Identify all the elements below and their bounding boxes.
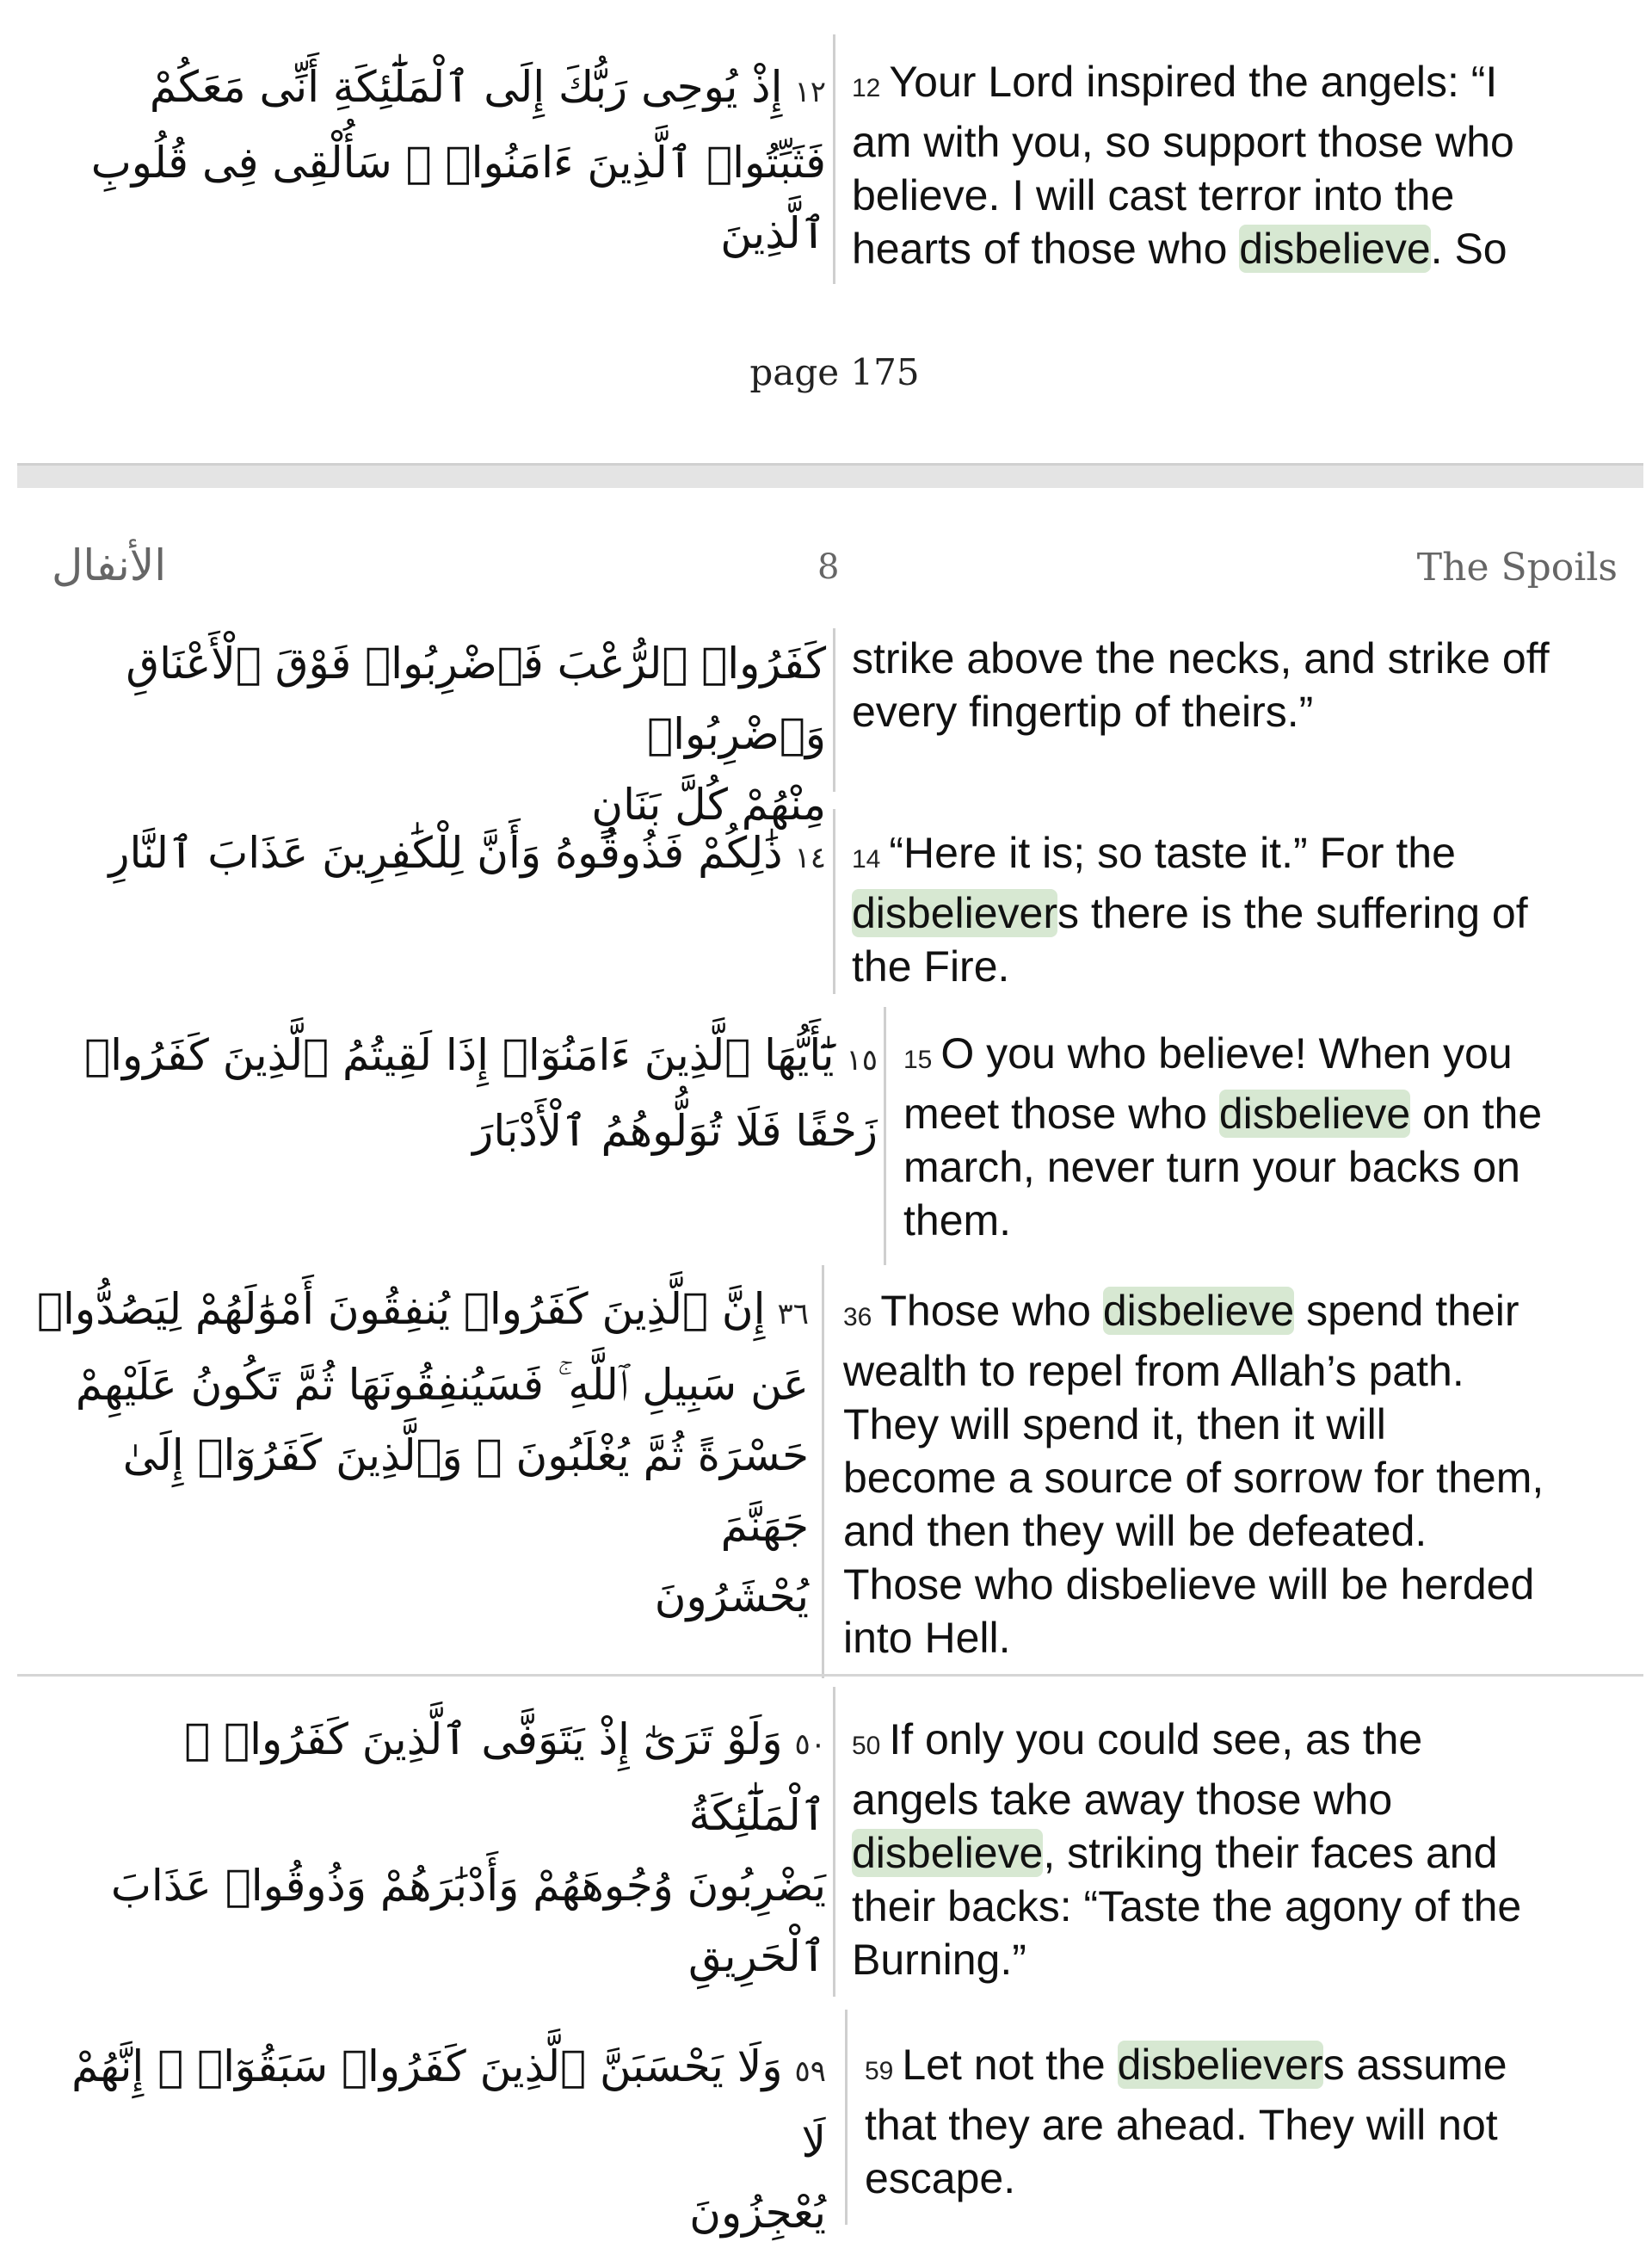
arabic-text: يَٰٓأَيُّهَا ٱلَّذِينَ ءَامَنُوٓا۟ إِذَا لَقِيتُمُ ٱلَّذِينَ كَفَرُوا۟ xyxy=(84,1030,835,1080)
english-line: strike above the necks, and strike off xyxy=(852,634,1550,682)
arabic-line xyxy=(34,1274,809,1349)
english-text: s assume xyxy=(1322,2041,1507,2089)
search-highlight: disbeliever xyxy=(1117,2041,1323,2089)
english-text: s there is the suffering of xyxy=(1057,889,1528,937)
english-text: O you who believe! When you xyxy=(940,1029,1513,1078)
arabic-line xyxy=(52,1020,878,1096)
search-highlight: disbelieve xyxy=(1102,1287,1295,1335)
verse-number: 15 xyxy=(903,1046,933,1074)
verse-59-arabic xyxy=(52,2031,826,2248)
english-line xyxy=(852,886,1528,940)
search-highlight: disbelieve xyxy=(1239,225,1431,273)
english-text: “Here it is; so taste it.” For the xyxy=(889,829,1456,877)
english-text: . So xyxy=(1430,225,1507,273)
column-divider xyxy=(833,628,835,792)
arabic-verse-number: ١٥ xyxy=(846,1043,878,1078)
column-divider xyxy=(845,2010,848,2225)
english-line: Burning.” xyxy=(852,1936,1026,1984)
header-english-title: The Spoils xyxy=(1416,546,1618,590)
search-highlight: disbelieve xyxy=(852,1829,1044,1877)
arabic-verse-number: ٥٩ xyxy=(794,2054,826,2089)
arabic-verse-number: ١٢ xyxy=(794,75,826,109)
english-line: and then they will be defeated. xyxy=(843,1507,1427,1555)
arabic-line: فَثَبِّتُوا۟ ٱلَّذِينَ ءَامَنُوا۟ ۚ سَأُلْقِى فِى قُلُوبِ ٱلَّذِينَ xyxy=(90,138,826,258)
arabic-line xyxy=(52,1704,826,1850)
english-text: Those who xyxy=(880,1287,1103,1335)
verse-14-arabic xyxy=(52,818,826,893)
search-highlight: disbeliever xyxy=(852,889,1058,937)
english-text: Your Lord inspired the angels: “I xyxy=(889,58,1498,106)
english-line xyxy=(903,1027,1542,1087)
english-line: every fingertip of theirs.” xyxy=(852,688,1314,736)
english-line: am with you, so support those who xyxy=(852,118,1514,166)
verse-12-english xyxy=(852,55,1514,275)
arabic-text: وَلَا يَحْسَبَنَّ ٱلَّذِينَ كَفَرُوا۟ سَبَقُوٓا۟ ۚ إِنَّهُمْ لَا xyxy=(71,2041,826,2167)
english-text: , striking their faces and xyxy=(1043,1829,1498,1877)
verse-36-english xyxy=(843,1284,1544,1664)
verse-36-arabic xyxy=(34,1274,809,1632)
english-line xyxy=(852,1826,1521,1880)
verse-14-english xyxy=(852,826,1528,993)
english-line: believe. I will cast terror into the xyxy=(852,171,1455,219)
arabic-line: زَحْفًا فَلَا تُوَلُّوهُمُ ٱلْأَدْبَارَ xyxy=(472,1106,878,1156)
arabic-line: يُحْشَرُونَ xyxy=(654,1572,809,1621)
english-line xyxy=(852,1713,1521,1773)
verse-50-english xyxy=(852,1713,1521,1986)
english-line xyxy=(843,1284,1544,1344)
arabic-line: ٱلْحَرِيقِ xyxy=(687,1931,826,1981)
column-divider xyxy=(822,1265,824,1678)
verse-59-english xyxy=(865,2038,1507,2205)
verse-15-arabic xyxy=(52,1020,878,1166)
english-text: spend their xyxy=(1294,1287,1519,1335)
english-line: become a source of sorrow for them, xyxy=(843,1454,1544,1502)
arabic-verse-number: ١٤ xyxy=(794,841,826,875)
arabic-line xyxy=(52,2031,826,2177)
english-line: They will spend it, then it will xyxy=(843,1400,1386,1448)
english-line xyxy=(852,55,1514,115)
verse-number: 12 xyxy=(852,74,881,102)
column-divider xyxy=(833,809,835,994)
english-line: angels take away those who xyxy=(852,1776,1393,1824)
verse-13-english xyxy=(852,632,1550,738)
english-text: If only you could see, as the xyxy=(889,1715,1423,1763)
arabic-text: وَلَوْ تَرَىٰٓ إِذْ يَتَوَفَّى ٱلَّذِينَ كَفَرُوا۟ ۙ ٱلْمَلَٰٓئِكَةُ xyxy=(184,1714,826,1840)
arabic-line: يُعْجِزُونَ xyxy=(689,2188,826,2238)
english-text: on the xyxy=(1410,1090,1543,1138)
arabic-text: ذَٰلِكُمْ فَذُوقُوهُ وَأَنَّ لِلْكَٰفِرِينَ عَذَابَ ٱلنَّارِ xyxy=(108,828,783,878)
verse-number: 36 xyxy=(843,1303,872,1331)
section-separator xyxy=(17,1674,1643,1677)
english-line: them. xyxy=(903,1196,1012,1244)
english-line: Those who disbelieve will be herded xyxy=(843,1560,1535,1609)
english-line xyxy=(865,2038,1507,2098)
verse-number: 14 xyxy=(852,845,881,874)
verse-13-arabic xyxy=(52,628,826,840)
english-line: march, never turn your backs on xyxy=(903,1143,1520,1191)
english-line: that they are ahead. They will not xyxy=(865,2101,1498,2149)
column-divider xyxy=(884,1007,886,1265)
english-line: wealth to repel from Allah’s path. xyxy=(843,1347,1464,1395)
header-chapter-number: 8 xyxy=(817,547,840,587)
verse-number: 50 xyxy=(852,1732,881,1760)
verse-15-english xyxy=(903,1027,1542,1247)
search-highlight: disbelieve xyxy=(1218,1090,1411,1138)
column-divider xyxy=(833,34,835,284)
english-line xyxy=(852,222,1514,275)
arabic-text: إِنَّ ٱلَّذِينَ كَفَرُوا۟ يُنفِقُونَ أَمْوَٰلَهُمْ لِيَصُدُّوا۟ xyxy=(37,1284,766,1334)
english-line: escape. xyxy=(865,2154,1016,2202)
english-line: into Hell. xyxy=(843,1614,1011,1662)
arabic-text: إِذْ يُوحِى رَبُّكَ إِلَى ٱلْمَلَٰٓئِكَةِ أَنِّى مَعَكُمْ xyxy=(149,62,783,112)
arabic-line: كَفَرُوا۟ ٱلرُّعْبَ فَٱضْرِبُوا۟ فَوْقَ ٱلْأَعْنَاقِ وَٱضْرِبُوا۟ xyxy=(126,639,826,759)
english-text: hearts of those who xyxy=(852,225,1240,273)
arabic-line: عَن سَبِيلِ ٱللَّهِ ۚ فَسَيُنفِقُونَهَا ثُمَّ تَكُونُ عَلَيْهِمْ xyxy=(75,1360,809,1410)
page-number: page 175 xyxy=(749,351,920,393)
verse-number: 59 xyxy=(865,2057,894,2085)
arabic-line: مِنْهُمْ كُلَّ بَنَانٍ xyxy=(591,780,826,830)
english-text: meet those who xyxy=(903,1090,1219,1138)
english-line xyxy=(852,826,1528,886)
column-divider xyxy=(833,1687,835,1997)
arabic-line: حَسْرَةً ثُمَّ يُغْلَبُونَ ۗ وَٱلَّذِينَ كَفَرُوٓا۟ إِلَىٰ جَهَنَّمَ xyxy=(122,1430,809,1551)
arabic-line xyxy=(52,52,826,127)
verse-12-arabic xyxy=(52,52,826,269)
header-arabic-surah: الأنفال xyxy=(52,540,167,590)
arabic-verse-number: ٥٠ xyxy=(794,1727,826,1762)
arabic-verse-number: ٣٦ xyxy=(777,1297,809,1331)
arabic-line xyxy=(52,818,826,893)
page-separator xyxy=(17,463,1643,488)
english-line: their backs: “Taste the agony of the xyxy=(852,1882,1522,1930)
arabic-line: يَضْرِبُونَ وُجُوهَهُمْ وَأَدْبَٰرَهُمْ وَذُوقُوا۟ عَذَابَ xyxy=(110,1861,826,1911)
verse-50-arabic xyxy=(52,1704,826,1992)
english-line: the Fire. xyxy=(852,942,1010,991)
english-line xyxy=(903,1087,1542,1140)
english-text: Let not the xyxy=(902,2041,1118,2089)
